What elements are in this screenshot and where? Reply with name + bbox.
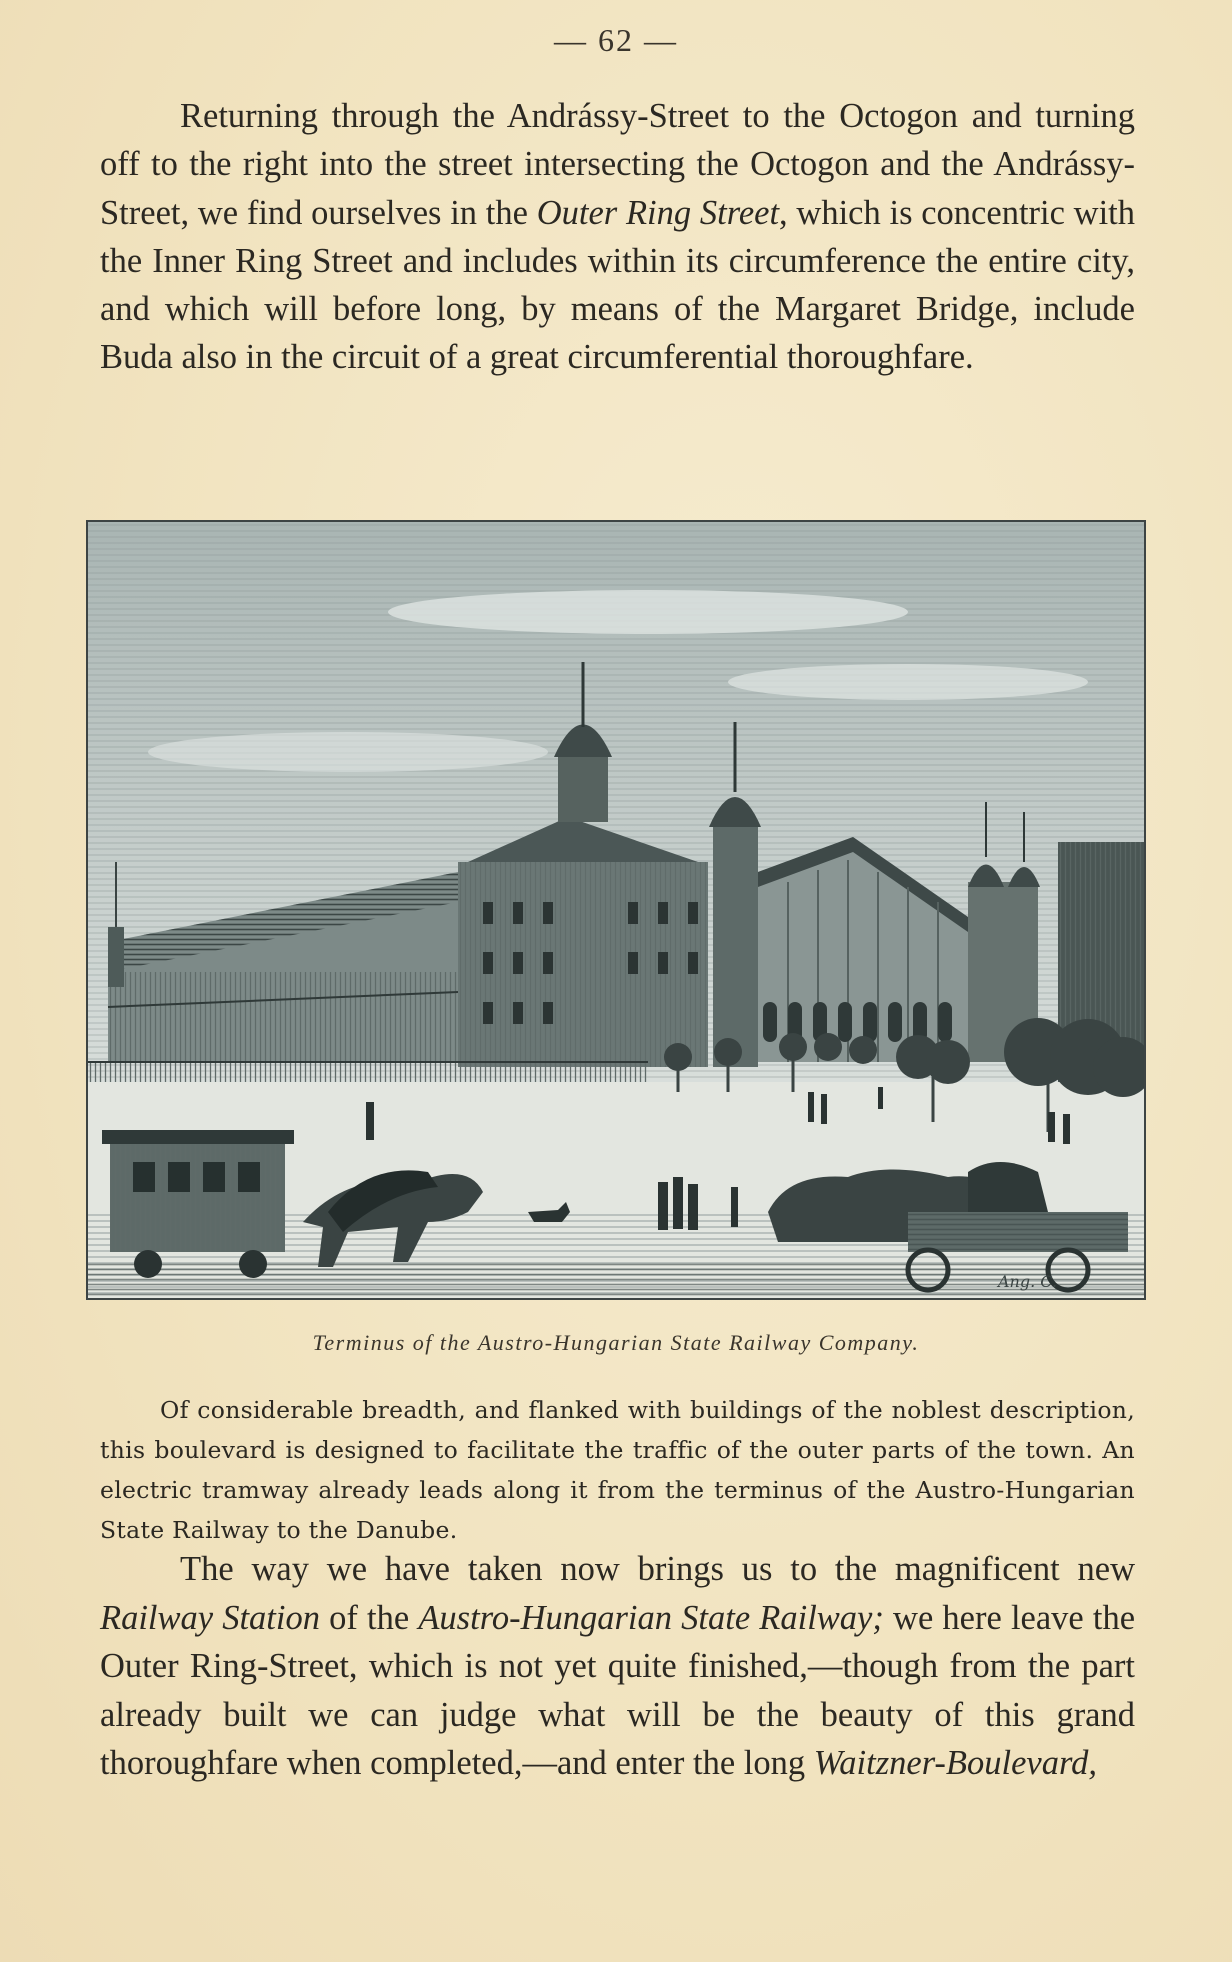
paragraph-text: Returning through the Andrássy-Street to the Octogon and turning off to the right into the street intersecting the Octogon and the Andrássy-Street, we find ourselves in the — [100, 97, 1135, 232]
italic-term-state-railway: Austro-Hungarian State Railway; — [418, 1598, 884, 1637]
paragraph-text: Of considerable breadth, and flanked with buildings of the noblest description, this boulevard is designed to facilitate the traffic of the outer parts of the town. An electric tramway already leads along it from the terminus of the Austro-Hungarian State Railway to the Danube. — [100, 1396, 1135, 1544]
italic-term-railway-station: Railway Station — [100, 1598, 320, 1637]
italic-term-outer-ring-street: Outer Ring Street — [536, 193, 780, 232]
page-number: — 62 — — [554, 22, 678, 58]
engraver-signature: Ang. C. — [998, 1272, 1058, 1291]
engraving-railway-terminus — [86, 520, 1146, 1300]
paragraph-text: of the — [319, 1598, 419, 1637]
italic-term-waitzner-boulevard: Waitzner-Boulevard, — [813, 1744, 1097, 1783]
paragraph-text: we here leave the Outer Ring-Street, which is not yet quite finished,—though from the part already built we can judge what will be the beauty of this grand thoroughfare when completed,—and enter the long — [100, 1598, 1136, 1783]
paragraph-text: The way we have taken now brings us to the magnificent new — [180, 1550, 1135, 1588]
paragraph-railway-station — [100, 1545, 1135, 1788]
figure-caption: Terminus of the Austro-Hungarian State Railway Company. — [312, 1330, 920, 1355]
paragraph-outer-ring-street — [100, 92, 1135, 382]
paragraph-text: , which is concentric with the Inner Ring Street and includes within its circumference the entire city, and which will before long, by means of the Margaret Bridge, include Buda also in the circuit of a great circumferential thoroughfare. — [100, 193, 1135, 377]
paragraph-boulevard-description — [100, 1390, 1135, 1550]
